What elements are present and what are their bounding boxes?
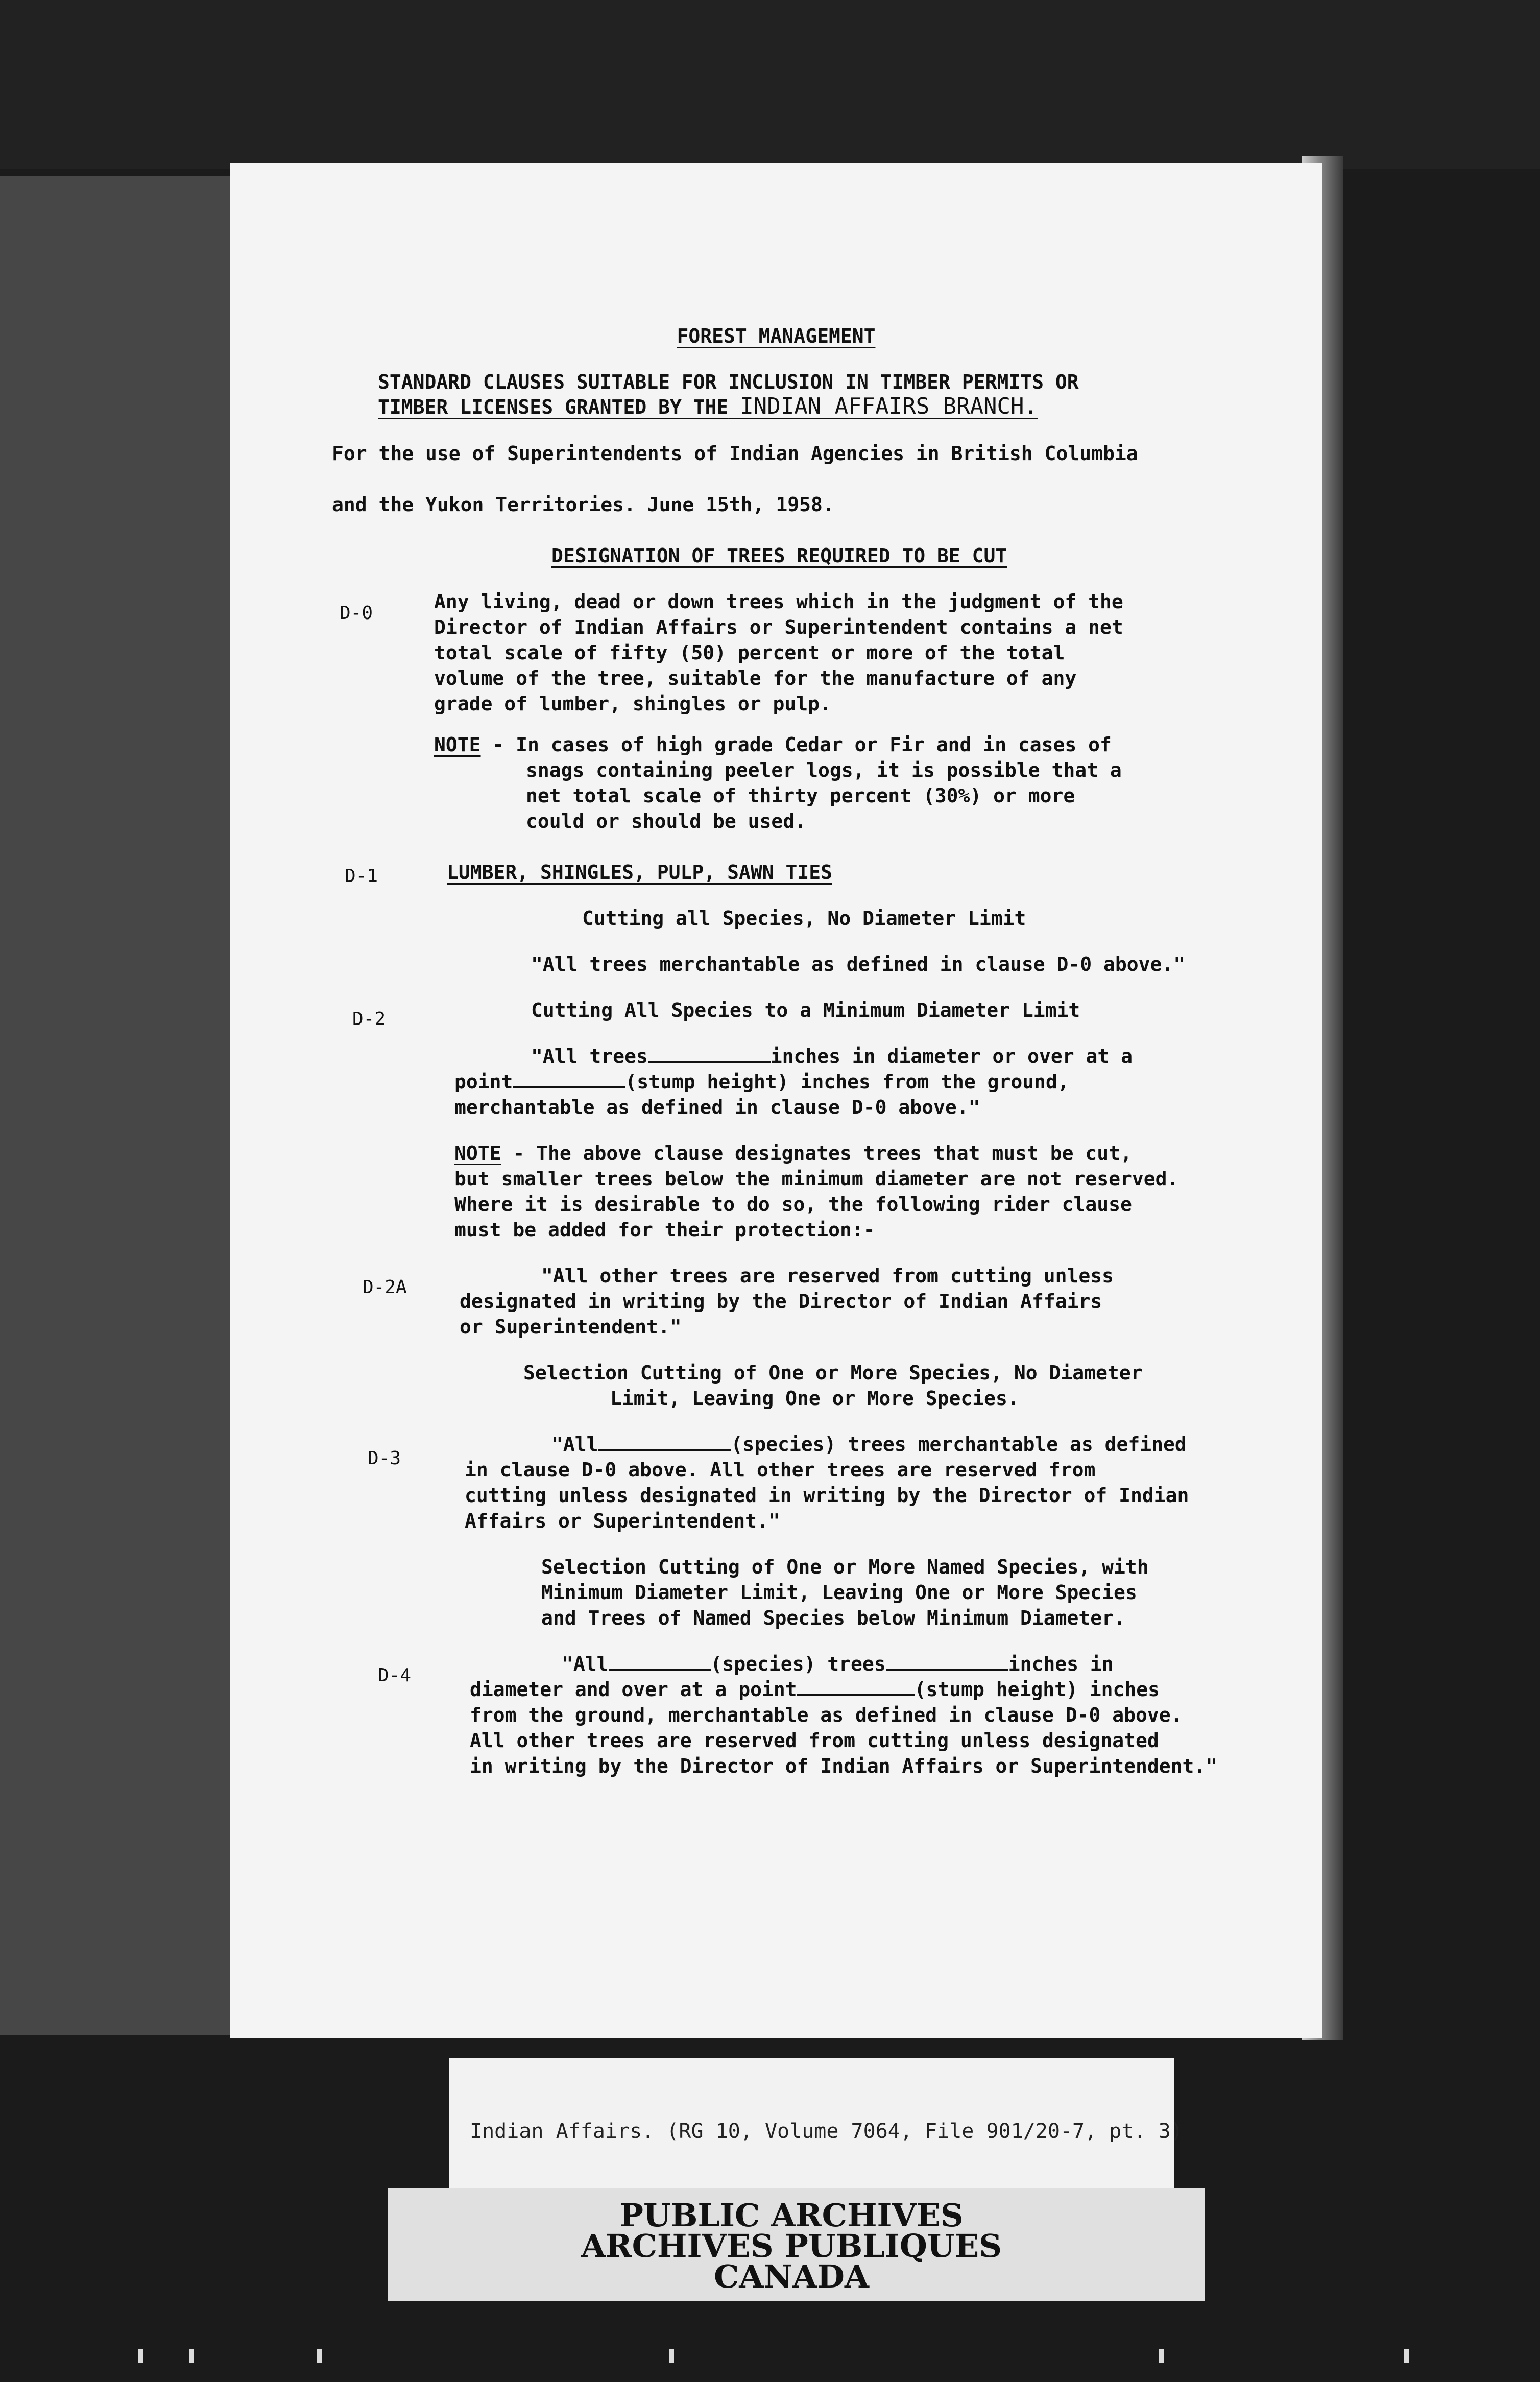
d2-note-line3: Where it is desirable to do so, the following rider clause: [454, 1193, 1132, 1216]
d4-subheading-line1: Selection Cutting of One or More Named Species, with: [541, 1556, 1149, 1578]
d2-subheading: Cutting All Species to a Minimum Diameter Limit: [531, 999, 1080, 1021]
document-title: FOREST MANAGEMENT: [677, 325, 876, 347]
d2-text-c: point: [454, 1070, 513, 1093]
note-text: - The above clause designates trees that must be cut,: [501, 1142, 1132, 1164]
note-text: - In cases of high grade Cedar or Fir and in cases of: [480, 733, 1112, 756]
d4-line3: from the ground, merchantable as defined in clause D-0 above.: [470, 1704, 1183, 1726]
d4-text-e: (stump height) inches: [914, 1678, 1160, 1701]
d3-text-a: "All: [551, 1433, 598, 1456]
note-label: NOTE: [434, 733, 481, 756]
document-page: [230, 163, 1322, 2038]
d2-line2: [454, 1067, 1069, 1096]
intro-line1: For the use of Superintendents of Indian Agencies in British Columbia: [332, 442, 1138, 465]
d2-text-a: "All trees: [531, 1045, 648, 1067]
blank-species: [598, 1431, 731, 1451]
d0-line2: Director of Indian Affairs or Superintendent contains a net: [434, 616, 1123, 638]
d2a-line2: designated in writing by the Director of Indian Affairs: [460, 1290, 1102, 1313]
film-sprocket: [1159, 2349, 1164, 2363]
d4-line4: All other trees are reserved from cutting unless designated: [470, 1729, 1159, 1752]
d3-text-b: (species) trees merchantable as defined: [731, 1433, 1187, 1456]
stamp-line-1: PUBLIC ARCHIVES: [619, 2197, 964, 2234]
d2-note-line2: but smaller trees below the minimum diameter are not reserved.: [454, 1168, 1179, 1190]
d2-text-d: (stump height) inches from the ground,: [625, 1070, 1069, 1093]
d4-line5: in writing by the Director of Indian Affairs or Superintendent.": [470, 1755, 1218, 1777]
d4-text-b: (species) trees: [710, 1653, 886, 1675]
d4-subheading-line3: and Trees of Named Species below Minimum Diameter.: [541, 1607, 1125, 1629]
section-heading: DESIGNATION OF TREES REQUIRED TO BE CUT: [551, 544, 1007, 567]
d3-line3: cutting unless designated in writing by the Director of Indian: [465, 1484, 1189, 1507]
d2-line1: [531, 1042, 1133, 1070]
d2a-line3: or Superintendent.": [460, 1316, 682, 1338]
d0-note-line2: snags containing peeler logs, it is possible that a: [526, 759, 1122, 781]
film-sprocket: [138, 2349, 143, 2363]
clause-label-d3: D-3: [368, 1448, 401, 1469]
blank-stump-height: [513, 1068, 625, 1088]
d4-text-a: "All: [562, 1653, 609, 1675]
film-sprocket: [189, 2349, 194, 2363]
d4-line2: [470, 1675, 1160, 1704]
subtitle-text: TIMBER LICENSES GRANTED BY THE: [378, 396, 729, 418]
d3-line1: [551, 1430, 1187, 1459]
d3-line4: Affairs or Superintendent.": [465, 1510, 780, 1532]
d1-heading: LUMBER, SHINGLES, PULP, SAWN TIES: [447, 861, 832, 884]
d1-subheading: Cutting all Species, No Diameter Limit: [582, 907, 1026, 930]
blank-diameter: [886, 1650, 1008, 1671]
clause-label-d1: D-1: [345, 866, 378, 887]
d0-note-line4: could or should be used.: [526, 810, 807, 832]
d4-text-d: diameter and over at a point: [470, 1678, 797, 1701]
d4-text-c: inches in: [1008, 1653, 1114, 1675]
blank-species: [609, 1650, 711, 1671]
blank-stump-height: [797, 1676, 915, 1696]
d4-line1: [562, 1650, 1114, 1678]
d0-line5: grade of lumber, shingles or pulp.: [434, 693, 831, 715]
d3-line2: in clause D-0 above. All other trees are reserved from: [465, 1459, 1096, 1481]
d0-note-line3: net total scale of thirty percent (30%) or more: [526, 784, 1075, 807]
archive-reference-text: Indian Affairs. (RG 10, Volume 7064, File 901/20-7, pt. 3): [470, 2119, 1183, 2143]
d4-subheading-line2: Minimum Diameter Limit, Leaving One or More Species: [541, 1581, 1137, 1604]
clause-label-d2: D-2: [352, 1009, 386, 1030]
d3-subheading-line1: Selection Cutting of One or More Species, No Diameter: [523, 1362, 1143, 1384]
document-subtitle-line2: [378, 392, 1038, 421]
d2-note-line1: [454, 1139, 1132, 1168]
stamp-line-3: CANADA: [713, 2258, 870, 2295]
blank-diameter: [648, 1042, 771, 1063]
film-sprocket: [1404, 2349, 1409, 2363]
archive-stamp: [357, 2194, 1225, 2296]
d0-line3: total scale of fifty (50) percent or more of the total: [434, 641, 1065, 664]
intro-line2: and the Yukon Territories. June 15th, 1958.: [332, 493, 834, 516]
d0-line4: volume of the tree, suitable for the manufacture of any: [434, 667, 1077, 689]
d1-clause: "All trees merchantable as defined in clause D-0 above.": [531, 953, 1186, 975]
archive-reference-label: [449, 2058, 1183, 2191]
d2-text-b: inches in diameter or over at a: [770, 1045, 1133, 1067]
d2-line3: merchantable as defined in clause D-0 above.": [454, 1096, 980, 1118]
d2a-line1: "All other trees are reserved from cutting unless: [541, 1265, 1114, 1287]
clause-label-d0: D-0: [340, 603, 373, 624]
stamp-line-2: ARCHIVES PUBLIQUES: [581, 2227, 1002, 2265]
clause-label-d4: D-4: [378, 1665, 412, 1686]
document-subtitle-line1: STANDARD CLAUSES SUITABLE FOR INCLUSION IN TIMBER PERMITS OR: [378, 371, 1079, 393]
clause-label-d2a: D-2A: [363, 1277, 407, 1298]
film-sprocket: [669, 2349, 674, 2363]
d2-note-line4: must be added for their protection:-: [454, 1219, 875, 1241]
d0-line1: Any living, dead or down trees which in the judgment of the: [434, 590, 1123, 613]
film-margin: [0, 0, 1540, 169]
d0-note-line1: [434, 730, 1112, 759]
d3-subheading-line2: Limit, Leaving One or More Species.: [610, 1387, 1019, 1410]
note-label: NOTE: [454, 1142, 501, 1164]
film-sprocket: [317, 2349, 322, 2363]
subtitle-branch: INDIAN AFFAIRS BRANCH.: [740, 393, 1038, 419]
folder-background: [0, 176, 240, 2035]
